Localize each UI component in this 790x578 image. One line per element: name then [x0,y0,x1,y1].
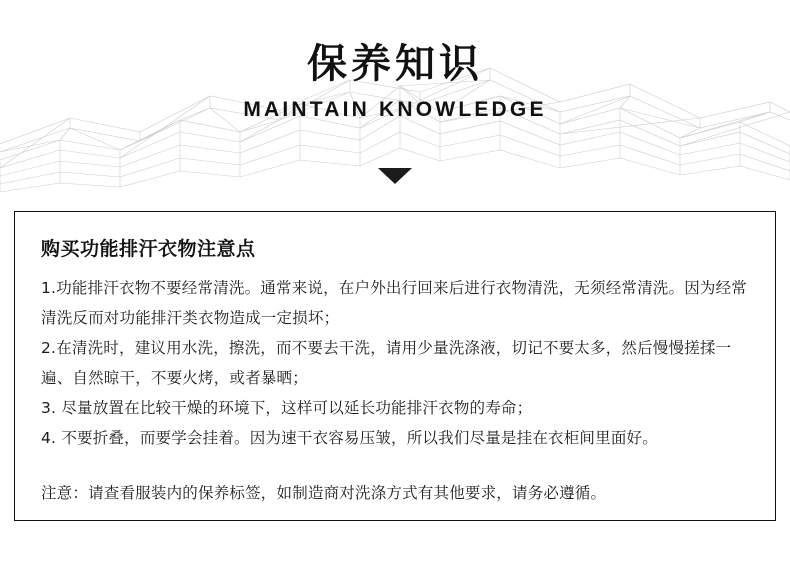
instruction-item: 1.功能排汗衣物不要经常清洗。通常来说，在户外出行回来后进行衣物清洗，无须经常清洗。因为经常清洗反而对功能排汗类衣物造成一定损坏； [41,279,747,327]
instruction-item: 3. 尽量放置在比较干燥的环境下，这样可以延长功能排汗衣物的寿命； [41,399,533,417]
care-instructions-box [14,211,776,521]
banner [0,0,790,200]
instruction-item: 2.在清洗时，建议用水洗，擦洗，而不要去干洗，请用少量洗涤液，切记不要太多，然后慢慢搓揉一遍、自然晾干，不要火烤，或者暴晒； [41,339,732,387]
page-title-en: MAINTAIN KNOWLEDGE [243,98,547,121]
page-title-cn: 保养知识 [307,41,483,87]
instruction-item: 4. 不要折叠，而要学会挂着。因为速干衣容易压皱，所以我们尽量是挂在衣柜间里面好。 [41,429,658,447]
triangle-down-icon [378,168,412,184]
care-note: 注意：请查看服装内的保养标签，如制造商对洗涤方式有其他要求，请务必遵循。 [41,484,607,502]
section-heading: 购买功能排汗衣物注意点 [41,238,256,260]
